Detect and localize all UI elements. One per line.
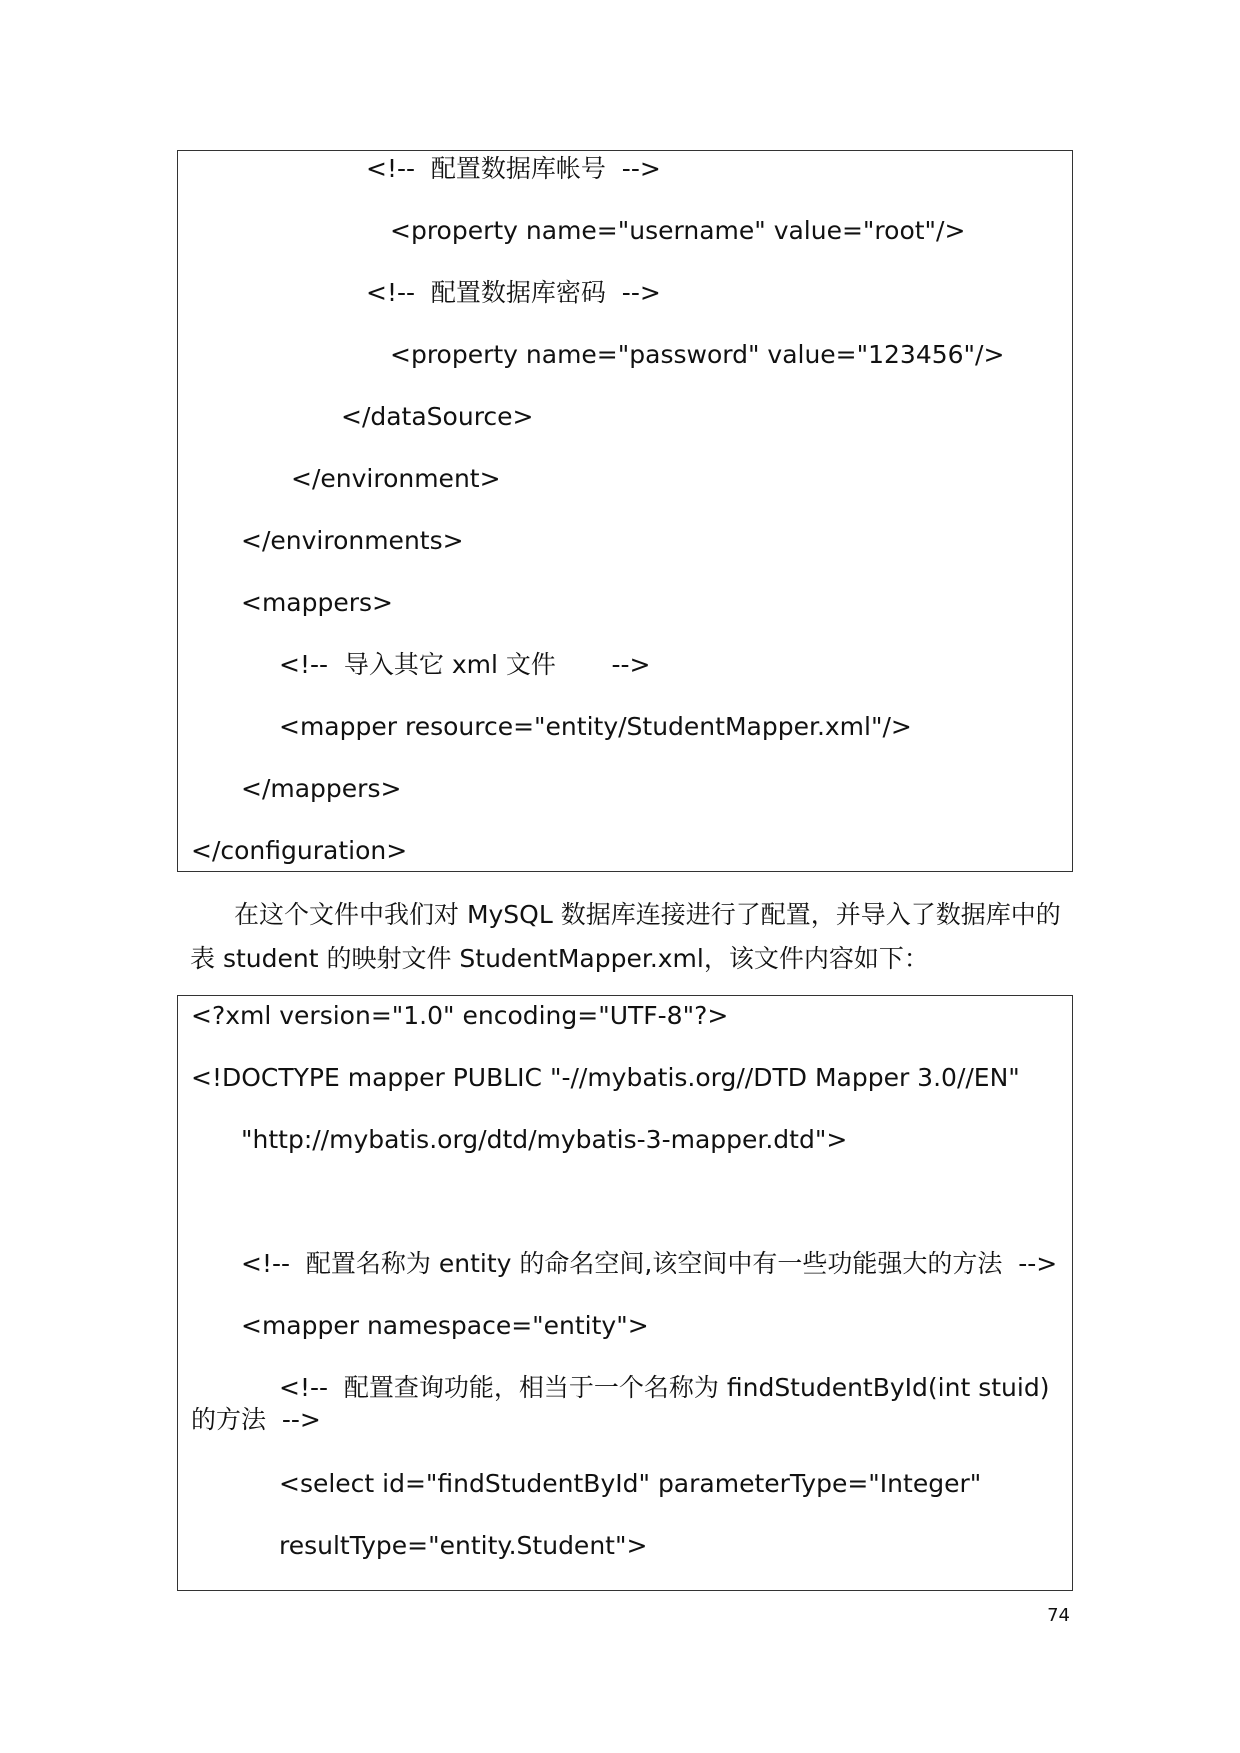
code-line: </dataSource> xyxy=(341,402,534,431)
code-line: resultType="entity.Student"> xyxy=(279,1531,648,1560)
code-line: </environment> xyxy=(291,464,501,493)
code-line: <property name="username" value="root"/> xyxy=(390,216,966,245)
code-line: <!-- 配置查询功能，相当于一个名称为 findStudentById(int stuid) xyxy=(279,1373,1050,1402)
code-line: <!-- 导入其它 xml 文件 --> xyxy=(279,650,651,679)
code-line: <!-- 配置数据库密码 --> xyxy=(366,278,661,307)
code-line: "http://mybatis.org/dtd/mybatis-3-mapper.dtd"> xyxy=(241,1125,848,1154)
code-line: </mappers> xyxy=(241,774,402,803)
code-line: <mapper namespace="entity"> xyxy=(241,1311,649,1340)
code-line: <?xml version="1.0" encoding="UTF-8"?> xyxy=(191,1001,729,1030)
paragraph-line-1: 在这个文件中我们对 MySQL 数据库连接进行了配置，并导入了数据库中的 xyxy=(234,900,1061,929)
code-line: <mapper resource="entity/StudentMapper.xml"/> xyxy=(279,712,912,741)
code-line: <!-- 配置名称为 entity 的命名空间,该空间中有一些功能强大的方法 --> xyxy=(241,1249,1058,1278)
code-line: <!DOCTYPE mapper PUBLIC "-//mybatis.org//DTD Mapper 3.0//EN" xyxy=(191,1063,1020,1092)
code-line: </configuration> xyxy=(191,836,408,865)
page-number: 74 xyxy=(1047,1605,1070,1626)
code-block-1 xyxy=(177,150,1073,872)
code-line: <mappers> xyxy=(241,588,393,617)
code-line: <select id="findStudentById" parameterType="Integer" xyxy=(279,1469,982,1498)
code-line: </environments> xyxy=(241,526,464,555)
code-line: <!-- 配置数据库帐号 --> xyxy=(366,154,661,183)
code-line: 的方法 --> xyxy=(191,1405,321,1434)
code-block-2 xyxy=(177,995,1073,1591)
paragraph-line-2: 表 student 的映射文件 StudentMapper.xml，该文件内容如下： xyxy=(190,944,929,973)
code-line: <property name="password" value="123456"/> xyxy=(390,340,1005,369)
